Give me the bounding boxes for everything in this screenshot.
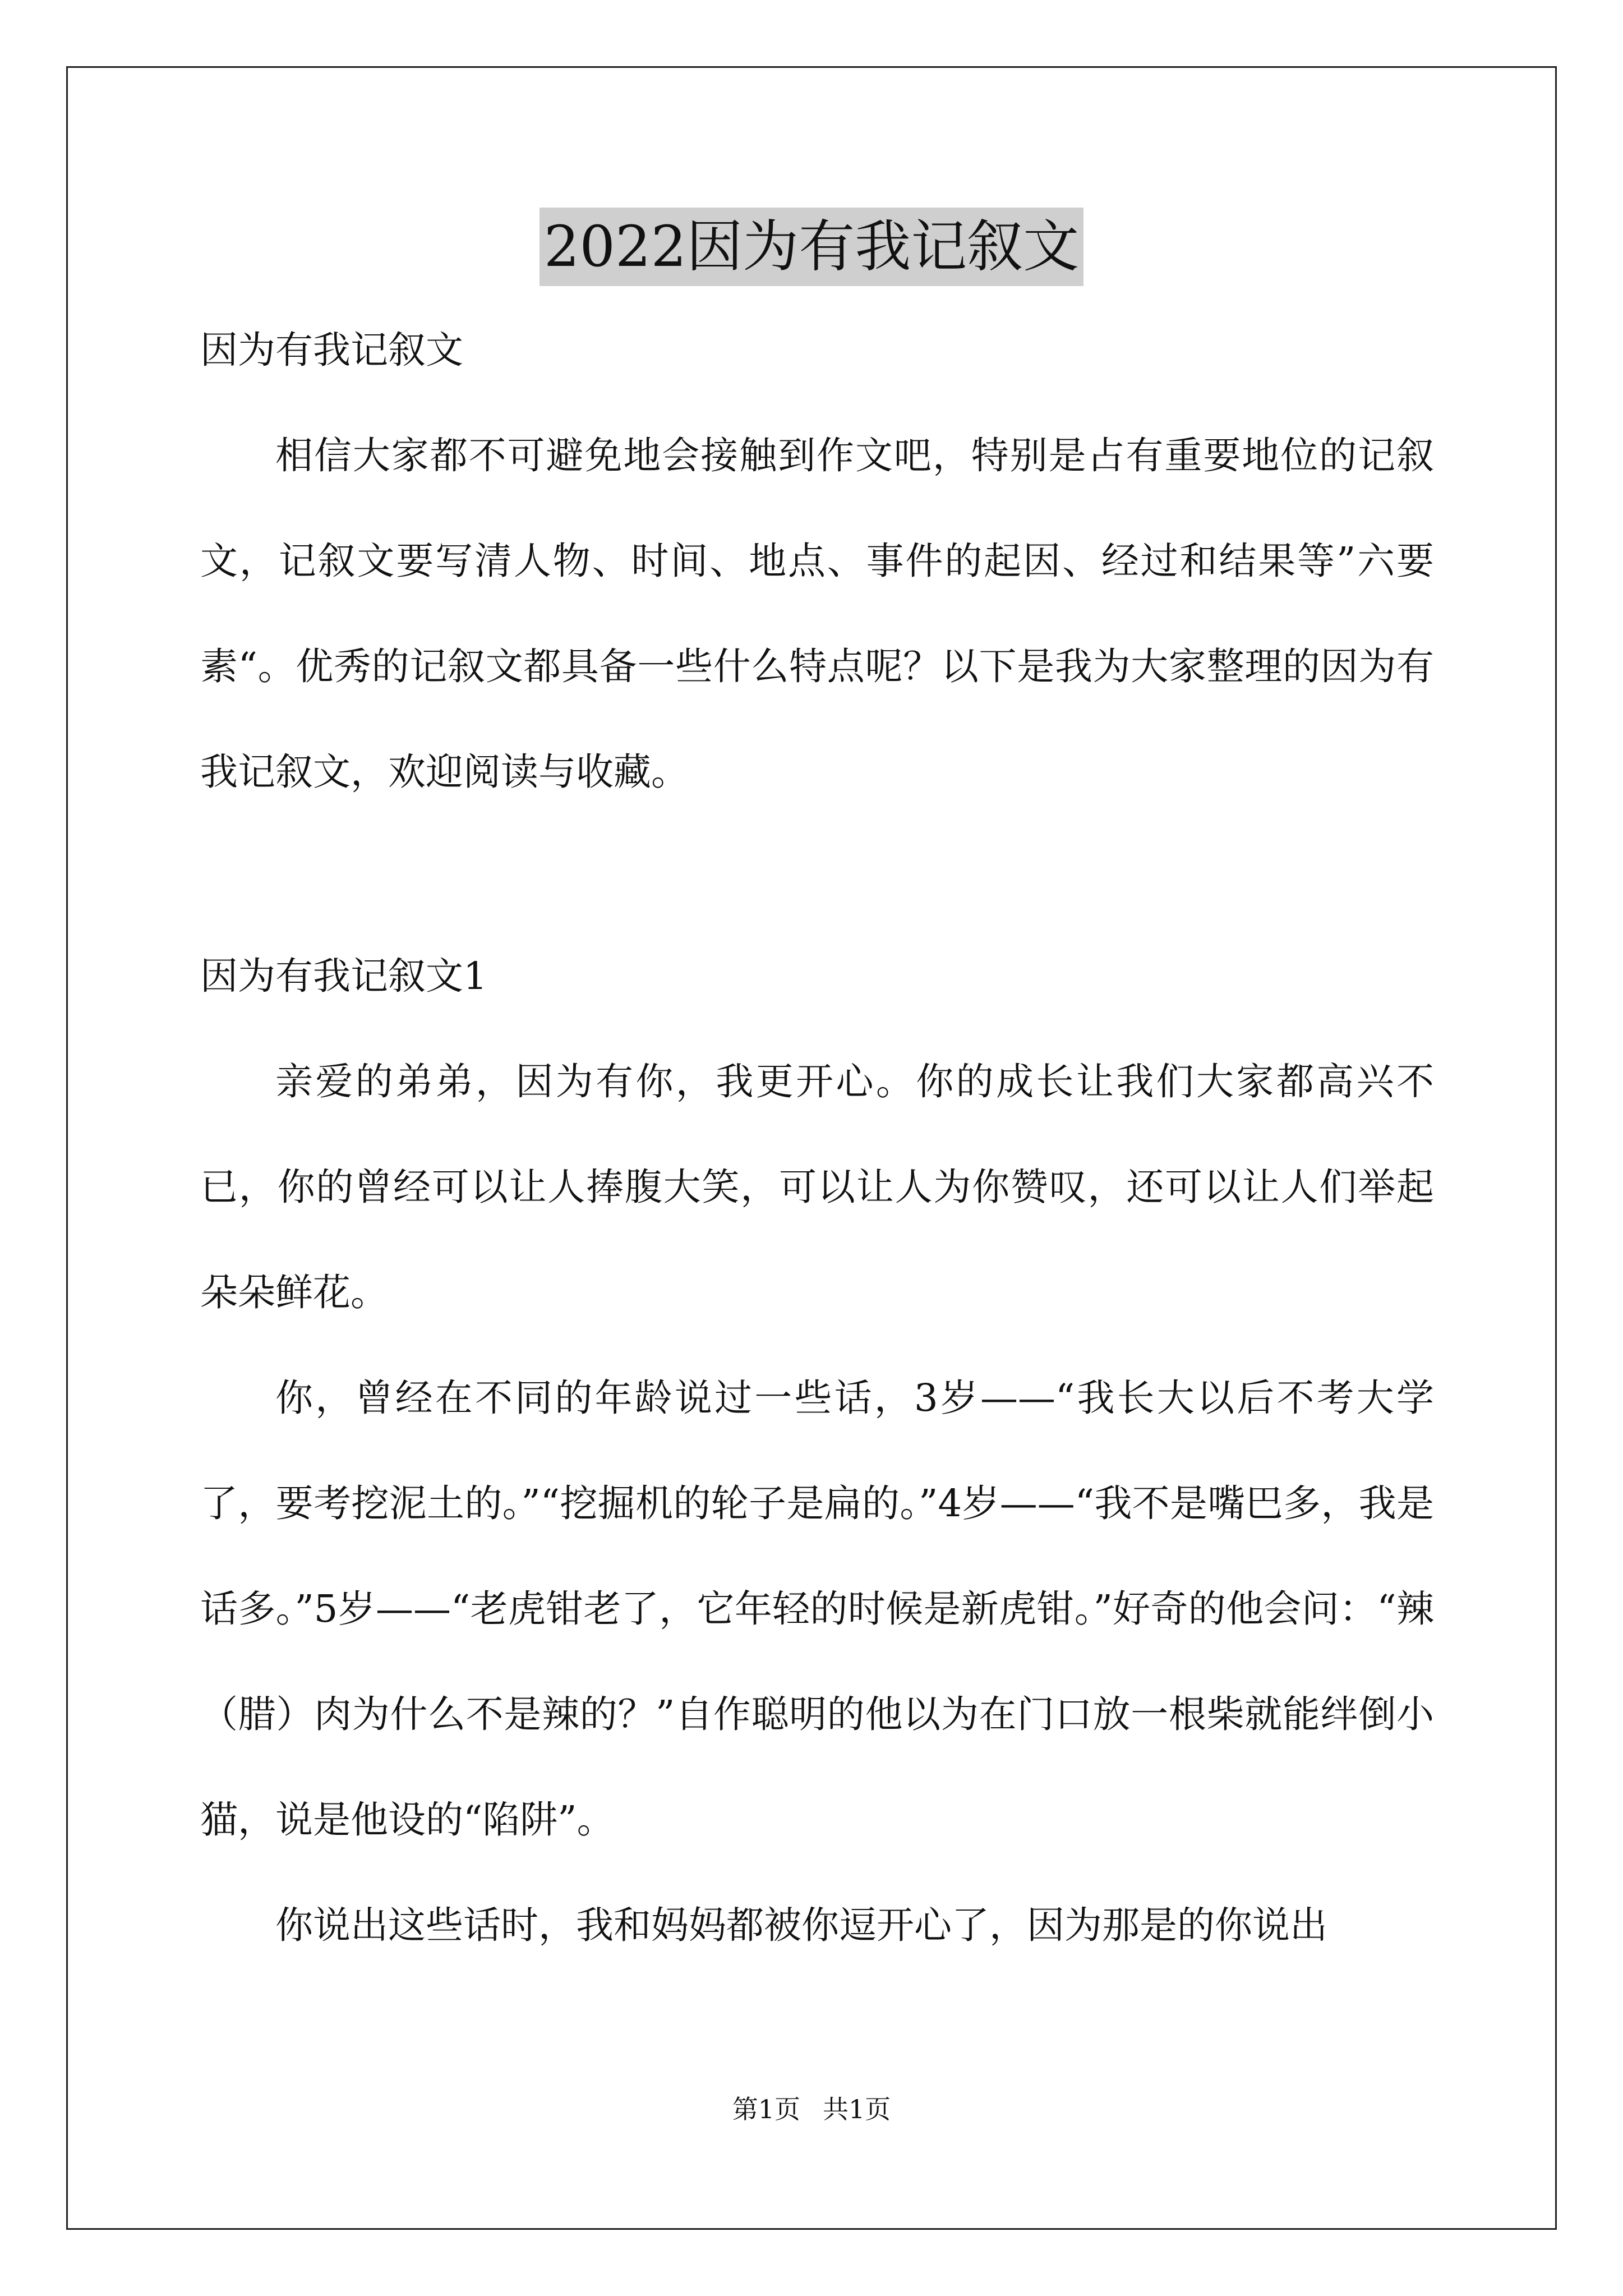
title-container bbox=[0, 208, 1623, 286]
page-number: 第1页 bbox=[732, 2094, 800, 2124]
body-paragraph: 你，曾经在不同的年龄说过一些话，3岁——“我长大以后不考大学了，要考挖泥土的。”“挖掘机的轮子是扁的。”4岁——“我不是嘴巴多，我是话多。”5岁——“老虎钳老了，它年轻的时候是新虎钳。”好奇的他会问：“辣（腊）肉为什么不是辣的？”自作聪明的他以为在门口放一根柴就能绊倒小猫，说是他设的“陷阱”。 bbox=[200, 1376, 1434, 1842]
section-gap bbox=[200, 825, 1434, 923]
page-total: 共1页 bbox=[823, 2094, 891, 2124]
intro-heading: 因为有我记叙文 bbox=[200, 328, 463, 372]
document-body bbox=[200, 297, 1434, 1978]
document-title: 2022因为有我记叙文 bbox=[540, 208, 1084, 286]
body-paragraph: 你说出这些话时，我和妈妈都被你逗开心了，因为那是的你说出 bbox=[275, 1903, 1327, 1947]
intro-paragraph: 相信大家都不可避免地会接触到作文吧，特别是占有重要地位的记叙文，记叙文要写清人物、时间、地点、事件的起因、经过和结果等”六要素“。优秀的记叙文都具备一些什么特点呢？以下是我为大家整理的因为有我记叙文，欢迎阅读与收藏。 bbox=[200, 434, 1434, 794]
section-heading: 因为有我记叙文1 bbox=[200, 954, 487, 998]
body-paragraph: 亲爱的弟弟，因为有你，我更开心。你的成长让我们大家都高兴不已，你的曾经可以让人捧腹大笑，可以让人为你赞叹，还可以让人们举起朵朵鲜花。 bbox=[200, 1060, 1434, 1314]
page-footer bbox=[0, 2092, 1623, 2126]
